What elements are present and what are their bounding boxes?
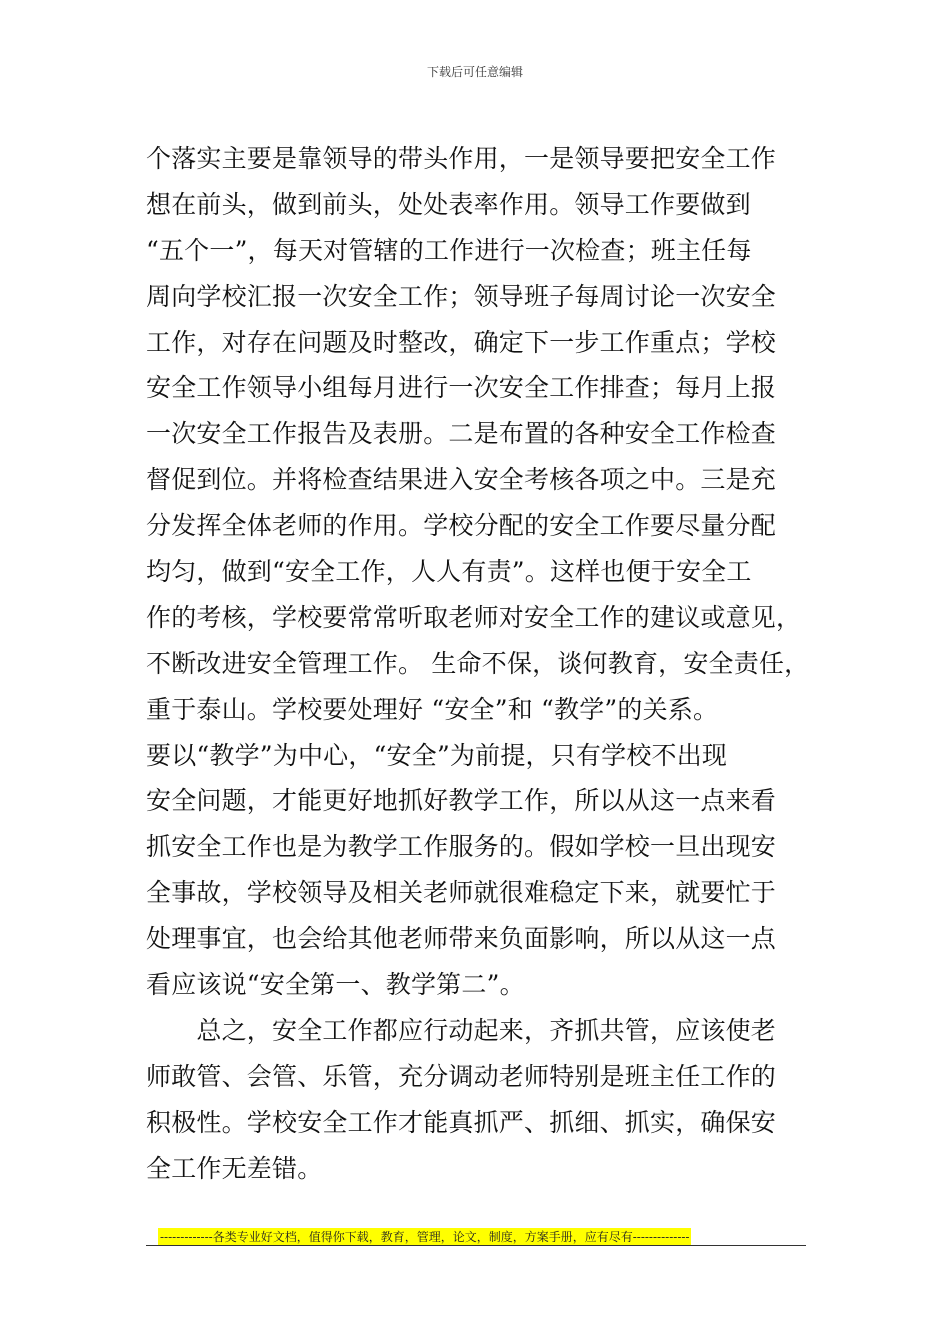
body-line-18: 处理事宜，也会给其他老师带来负面影响，所以从这一点: [146, 924, 777, 954]
body-line-6: 安全工作领导小组每月进行一次安全工作排查；每月上报: [146, 373, 777, 403]
page-header: 下载后可任意编辑: [426, 65, 523, 79]
body-line-21: 师敢管、会管、乐管，充分调动老师特别是班主任工作的: [146, 1061, 777, 1091]
footer-divider: [146, 1245, 806, 1246]
body-line-10: 均匀，做到“安全工作，人人有责”。这样也便于安全工: [146, 557, 752, 587]
body-line-22: 积极性。学校安全工作才能真抓严、抓细、抓实，确保安: [146, 1107, 777, 1137]
body-line-4: 周向学校汇报一次安全工作；领导班子每周讨论一次安全: [146, 281, 777, 311]
document-body: [146, 136, 826, 1191]
body-line-15: 安全问题，才能更好地抓好教学工作，所以从这一点来看: [146, 786, 777, 816]
body-line-9: 分发挥全体老师的作用。学校分配的安全工作要尽量分配: [146, 511, 777, 541]
body-line-20: 总之，安全工作都应行动起来，齐抓共管，应该使老: [146, 1015, 777, 1045]
body-line-12: 不断改进安全管理工作。 生命不保，谈何教育，安全责任，: [146, 648, 810, 678]
body-line-14: 要以“教学”为中心，“安全”为前提，只有学校不出现: [146, 740, 728, 770]
footer-banner-text: -------------各类专业好文档，值得你下载，教育，管理，论文，制度，方案手册，应有尽有--------------: [160, 1230, 690, 1244]
body-line-3: “五个一”，每天对管辖的工作进行一次检查；班主任每: [146, 235, 752, 265]
body-line-19: 看应该说“安全第一、教学第二”。: [146, 970, 525, 1000]
body-line-11: 作的考核，学校要常常听取老师对安全工作的建议或意见，: [146, 602, 802, 632]
body-line-2: 想在前头，做到前头，处处表率作用。领导工作要做到: [146, 189, 751, 219]
body-line-16: 抓安全工作也是为教学工作服务的。假如学校一旦出现安: [146, 832, 777, 862]
body-line-8: 督促到位。并将检查结果进入安全考核各项之中。三是充: [146, 465, 777, 495]
body-line-17: 全事故，学校领导及相关老师就很难稳定下来，就要忙于: [146, 878, 777, 908]
body-line-13: 重于泰山。学校要处理好 “安全”和 “教学”的关系。: [146, 694, 719, 724]
body-line-1: 个落实主要是靠领导的带头作用，一是领导要把安全工作: [146, 144, 777, 173]
page-footer: [146, 1226, 806, 1248]
body-line-23: 全工作无差错。: [146, 1153, 323, 1183]
body-line-5: 工作，对存在问题及时整改，确定下一步工作重点；学校: [146, 327, 777, 357]
body-line-7: 一次安全工作报告及表册。二是布置的各种安全工作检查: [146, 419, 777, 449]
